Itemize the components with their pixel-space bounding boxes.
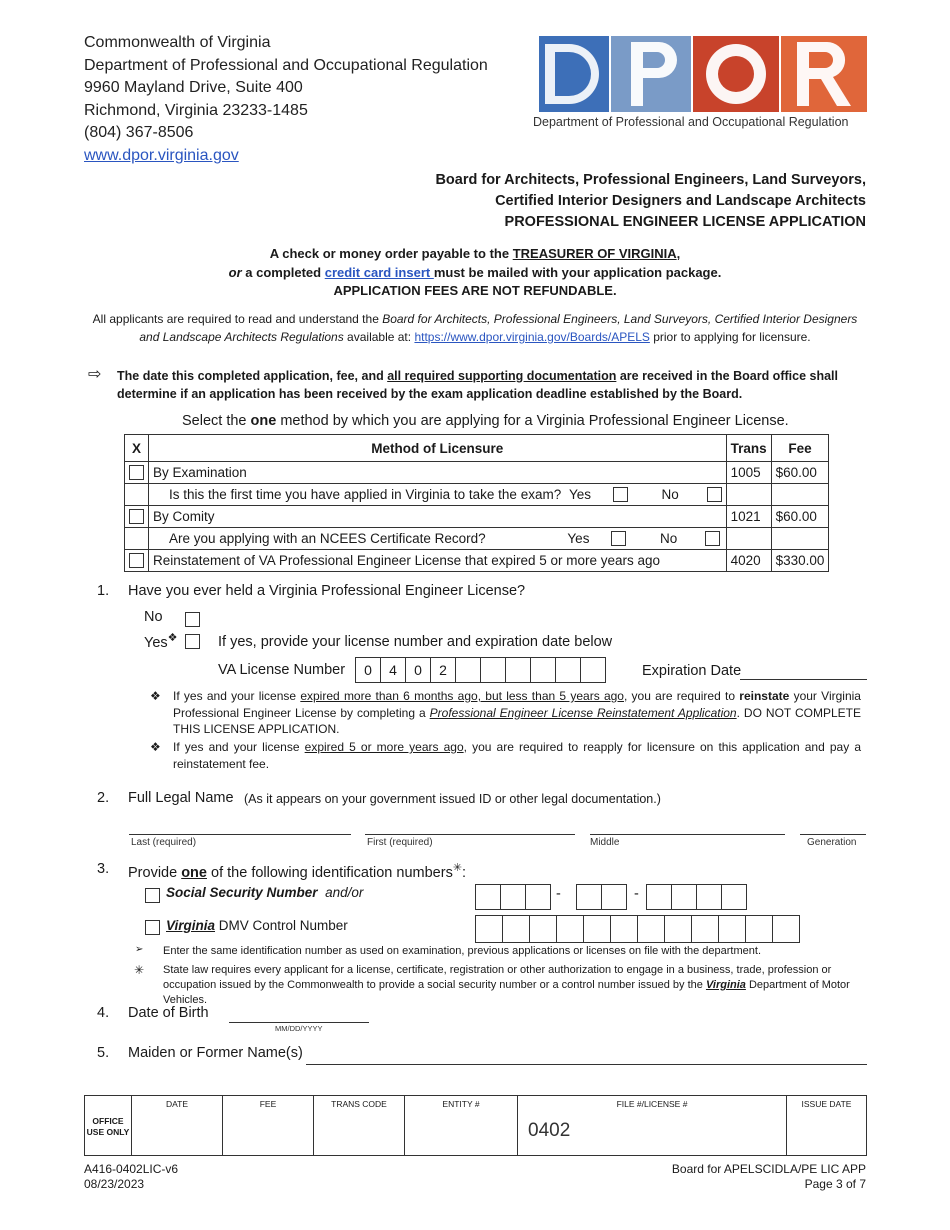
table-row	[125, 484, 829, 506]
digit-box[interactable]	[525, 884, 551, 910]
middle-name-label: Middle	[590, 837, 620, 848]
digit-box[interactable]	[745, 915, 773, 943]
office-col: ISSUE DATE	[787, 1096, 867, 1156]
middle-name-field[interactable]	[590, 834, 785, 835]
q4-text: Date of Birth	[128, 1005, 209, 1021]
q1-number: 1.	[97, 583, 110, 599]
office-col: FILE #/LICENSE #	[616, 1099, 688, 1109]
form-id: A416-0402LIC-v6	[84, 1162, 179, 1176]
digit-box[interactable]	[696, 884, 722, 910]
q2-sub: (As it appears on your government issued ID or other legal documentation.)	[244, 792, 661, 806]
address-line: Commonwealth of Virginia	[84, 34, 271, 51]
ssn-part3-field[interactable]	[647, 884, 747, 910]
andor-text: and/or	[325, 885, 364, 900]
digit-box[interactable]	[475, 915, 503, 943]
note-underlined: expired more than 6 months ago, but less than 5 years ago	[300, 689, 624, 703]
q5-number: 5.	[97, 1045, 110, 1061]
yes-label: Yes	[567, 530, 590, 546]
digit-box[interactable]: 0	[355, 657, 381, 683]
asterisk-icon: ✳	[134, 963, 145, 977]
ssn-checkbox[interactable]	[145, 888, 160, 903]
digit-box[interactable]	[610, 915, 638, 943]
table-row	[125, 506, 829, 528]
reinstatement-checkbox[interactable]	[129, 553, 144, 568]
method-label: Reinstatement of VA Professional Engineer License that expired 5 or more years ago	[149, 550, 727, 572]
method-label: By Comity	[149, 506, 727, 528]
office-col: FEE	[223, 1096, 314, 1156]
first-name-field[interactable]	[365, 834, 575, 835]
q5-text: Maiden or Former Name(s)	[128, 1045, 303, 1061]
table-row	[125, 462, 829, 484]
fee-note	[0, 245, 950, 301]
digit-box[interactable]	[580, 657, 606, 683]
dmv-number-field[interactable]	[476, 915, 800, 943]
ssn-text: Social Security Number	[166, 885, 318, 900]
regulations-note	[84, 310, 866, 346]
digit-box[interactable]	[718, 915, 746, 943]
q1-no-checkbox[interactable]	[185, 612, 200, 627]
digit-box[interactable]	[505, 657, 531, 683]
page-number: Page 3 of 7	[804, 1177, 866, 1191]
q1-note-reinstate	[173, 688, 861, 738]
fee-text: or	[228, 264, 242, 280]
regs-text: All applicants are required to read and understand the	[92, 312, 383, 326]
digit-box[interactable]	[556, 915, 584, 943]
virginia-text: Virginia	[166, 918, 216, 933]
licensure-method-table	[124, 434, 829, 572]
office-col: TRANS CODE	[314, 1096, 405, 1156]
address-line: Richmond, Virginia 23233-1485	[84, 101, 308, 119]
col-x: X	[125, 435, 149, 462]
logo-caption: Department of Professional and Occupational Regulation	[533, 115, 849, 129]
note-text: , you are required to reapply for licensure on this application and pay a reinstatement fee.	[173, 740, 861, 771]
q3-number: 3.	[97, 861, 110, 877]
generation-field[interactable]	[800, 834, 866, 835]
diamond-bullet-icon: ❖	[167, 632, 178, 644]
exam-question: Is this the first time you have applied in Virginia to take the exam?	[169, 486, 562, 502]
col-trans: Trans	[726, 435, 771, 462]
fee-amount: $330.00	[771, 550, 829, 572]
exam-first-no-checkbox[interactable]	[707, 487, 722, 502]
digit-box[interactable]	[601, 884, 627, 910]
note-text: State law requires every applicant for a license, certificate, registration or other authorization to engage in a business, trade, profession or occupation issued by the Commonwealth to provide a social security number or a control number issued by the	[163, 964, 832, 991]
digit-box[interactable]	[576, 884, 602, 910]
former-names-field[interactable]	[306, 1064, 867, 1065]
col-method: Method of Licensure	[149, 435, 727, 462]
comity-question: Are you applying with an NCEES Certificate Record?	[169, 530, 486, 546]
q2-number: 2.	[97, 790, 110, 806]
q2-text: Full Legal Name	[128, 790, 234, 806]
note-text: If yes and your license	[173, 740, 305, 754]
digit-box[interactable]	[475, 884, 501, 910]
file-license-value: 0402	[528, 1120, 571, 1141]
fee-amount: $60.00	[771, 506, 829, 528]
digit-box[interactable]: 2	[430, 657, 456, 683]
trans-code: 1005	[726, 462, 771, 484]
by-comity-checkbox[interactable]	[129, 509, 144, 524]
no-label: No	[661, 486, 679, 502]
website-link[interactable]: www.dpor.virginia.gov	[84, 146, 239, 164]
footer-right	[672, 1162, 866, 1192]
deadline-text: are received in the Board office shall determine if an application has been received by the exam application deadline established by the Board.	[117, 369, 838, 401]
expiration-date-field[interactable]	[740, 679, 867, 680]
last-name-field[interactable]	[129, 834, 351, 835]
office-col: DATE	[132, 1096, 223, 1156]
diamond-bullet-icon: ❖	[150, 740, 161, 754]
no-label: No	[659, 530, 678, 546]
q1-no-label: No	[144, 609, 163, 625]
note-bold: reinstate	[739, 689, 790, 703]
digit-box[interactable]	[691, 915, 719, 943]
digit-box[interactable]	[455, 657, 481, 683]
deadline-note	[117, 367, 867, 403]
select-bold: one	[250, 413, 277, 429]
va-license-number-field[interactable]	[356, 657, 606, 683]
note-italic: Professional Engineer License Reinstatement Application	[429, 705, 737, 720]
board-line: Certified Interior Designers and Landscape Architects	[495, 193, 866, 209]
expiration-label: Expiration Date	[642, 663, 742, 679]
note-text: If yes and your license	[173, 689, 301, 703]
dob-format-hint: MM/DD/YYYY	[275, 1024, 323, 1033]
select-text: Select the	[182, 413, 251, 429]
q3-post: of the following identification numbers	[206, 864, 453, 881]
note-underlined: expired 5 or more years ago	[304, 740, 464, 754]
q3-note1: Enter the same identification number as used on examination, previous applications or licenses on file with the department.	[163, 945, 762, 957]
q3-colon: :	[462, 864, 467, 881]
deadline-text: The date this completed application, fee, and	[117, 369, 388, 383]
board-line: Board for Architects, Professional Engineers, Land Surveyors,	[435, 172, 866, 188]
q3-note2	[163, 963, 866, 1008]
select-text: method by which you are applying for a Virginia Professional Engineer License.	[276, 413, 789, 429]
ssn-part2-field[interactable]	[577, 884, 627, 910]
digit-box[interactable]	[772, 915, 800, 943]
ncees-yes-checkbox[interactable]	[611, 531, 626, 546]
non-refundable-note: APPLICATION FEES ARE NOT REFUNDABLE.	[333, 283, 617, 298]
digit-box[interactable]	[500, 884, 526, 910]
digit-box[interactable]	[637, 915, 665, 943]
office-col: ENTITY #	[405, 1096, 518, 1156]
note-text: . DO NOT COMPLETE THIS LICENSE APPLICATION.	[173, 705, 862, 736]
deadline-underlined: all required supporting documentation	[387, 369, 617, 383]
digit-box[interactable]	[583, 915, 611, 943]
digit-box[interactable]	[480, 657, 506, 683]
q3-pre: Provide	[128, 864, 182, 881]
address-line: (804) 367-8506	[84, 124, 194, 142]
trans-code: 1021	[726, 506, 771, 528]
date-of-birth-field[interactable]	[229, 1022, 369, 1023]
note-text: your Virginia Professional Engineer License by completing a	[173, 689, 861, 720]
q1-if-yes: If yes, provide your license number and expiration date below	[218, 634, 613, 650]
note-virginia: Virginia	[705, 979, 746, 991]
credit-card-insert-link[interactable]: credit card insert	[324, 264, 434, 280]
by-examination-checkbox[interactable]	[129, 465, 144, 480]
q4-number: 4.	[97, 1005, 110, 1021]
arrow-icon: ⇨	[88, 366, 102, 383]
q1-yes-label	[144, 631, 178, 651]
va-license-label: VA License Number	[218, 662, 346, 678]
address-line: Department of Professional and Occupational Regulation	[84, 56, 488, 74]
digit-box[interactable]	[664, 915, 692, 943]
office-use-table	[84, 1095, 867, 1156]
note-text: Department of Motor Vehicles.	[163, 979, 850, 1006]
col-fee: Fee	[771, 435, 829, 462]
ssn-dash: -	[556, 886, 561, 902]
trans-code: 4020	[726, 550, 771, 572]
fee-text: ,	[676, 246, 681, 261]
q1-text: Have you ever held a Virginia Professional Engineer License?	[128, 583, 526, 599]
fee-text: a completed	[241, 264, 325, 280]
ssn-label	[166, 885, 363, 900]
dmv-label	[166, 918, 348, 933]
regs-text: prior to applying for licensure.	[649, 330, 811, 344]
fee-text: must be mailed with your application package.	[433, 264, 722, 280]
q3-text	[128, 861, 466, 881]
last-name-label: Last (required)	[131, 837, 197, 848]
ssn-part1-field[interactable]	[476, 884, 551, 910]
digit-box[interactable]	[529, 915, 557, 943]
dpor-logo	[539, 36, 867, 112]
note-text: , you are required to	[623, 689, 740, 703]
select-instruction	[182, 413, 789, 429]
diamond-bullet-icon: ❖	[150, 689, 161, 703]
form-title: PROFESSIONAL ENGINEER LICENSE APPLICATION	[504, 214, 866, 230]
generation-label: Generation	[807, 837, 857, 848]
arrowhead-bullet-icon: ➢	[135, 944, 144, 955]
fee-amount: $60.00	[771, 462, 829, 484]
first-name-label: First (required)	[367, 837, 433, 848]
dmv-text: DMV Control Number	[215, 918, 348, 933]
ncees-no-checkbox[interactable]	[705, 531, 720, 546]
digit-box[interactable]	[671, 884, 697, 910]
dmv-checkbox[interactable]	[145, 920, 160, 935]
board-title	[435, 170, 866, 233]
yes-text: Yes	[144, 634, 168, 651]
digit-box[interactable]: 4	[380, 657, 406, 683]
agency-address	[84, 32, 488, 168]
regs-text: available at:	[343, 330, 415, 344]
q3-bold: one	[181, 864, 207, 881]
regulations-link[interactable]: https://www.dpor.virginia.gov/Boards/APELS	[414, 330, 650, 344]
office-file-cell	[518, 1096, 787, 1156]
digit-box[interactable]	[555, 657, 581, 683]
office-use-label: OFFICE USE ONLY	[85, 1096, 132, 1156]
ssn-dash: -	[634, 886, 639, 902]
digit-box[interactable]	[530, 657, 556, 683]
footer-left	[84, 1162, 178, 1192]
regs-title: Board for Architects, Professional Engineers, Land Surveyors, Certified Interior Designers and Landscape Architects Regulations	[139, 312, 858, 344]
payee: TREASURER OF VIRGINIA	[512, 246, 677, 261]
asterisk-icon: ✳	[452, 862, 463, 874]
method-label: By Examination	[149, 462, 727, 484]
exam-first-yes-checkbox[interactable]	[613, 487, 628, 502]
q1-yes-checkbox[interactable]	[185, 634, 200, 649]
yes-label: Yes	[568, 486, 592, 502]
form-date: 08/23/2023	[84, 1177, 145, 1191]
q1-note-reapply	[173, 739, 861, 772]
digit-box[interactable]	[502, 915, 530, 943]
fee-text: A check or money order payable to the	[269, 246, 513, 261]
table-row	[125, 528, 829, 550]
digit-box[interactable]: 0	[405, 657, 431, 683]
table-row	[125, 550, 829, 572]
digit-box[interactable]	[646, 884, 672, 910]
footer-board: Board for APELSCIDLA/PE LIC APP	[671, 1162, 866, 1176]
address-line: 9960 Mayland Drive, Suite 400	[84, 79, 303, 97]
digit-box[interactable]	[721, 884, 747, 910]
